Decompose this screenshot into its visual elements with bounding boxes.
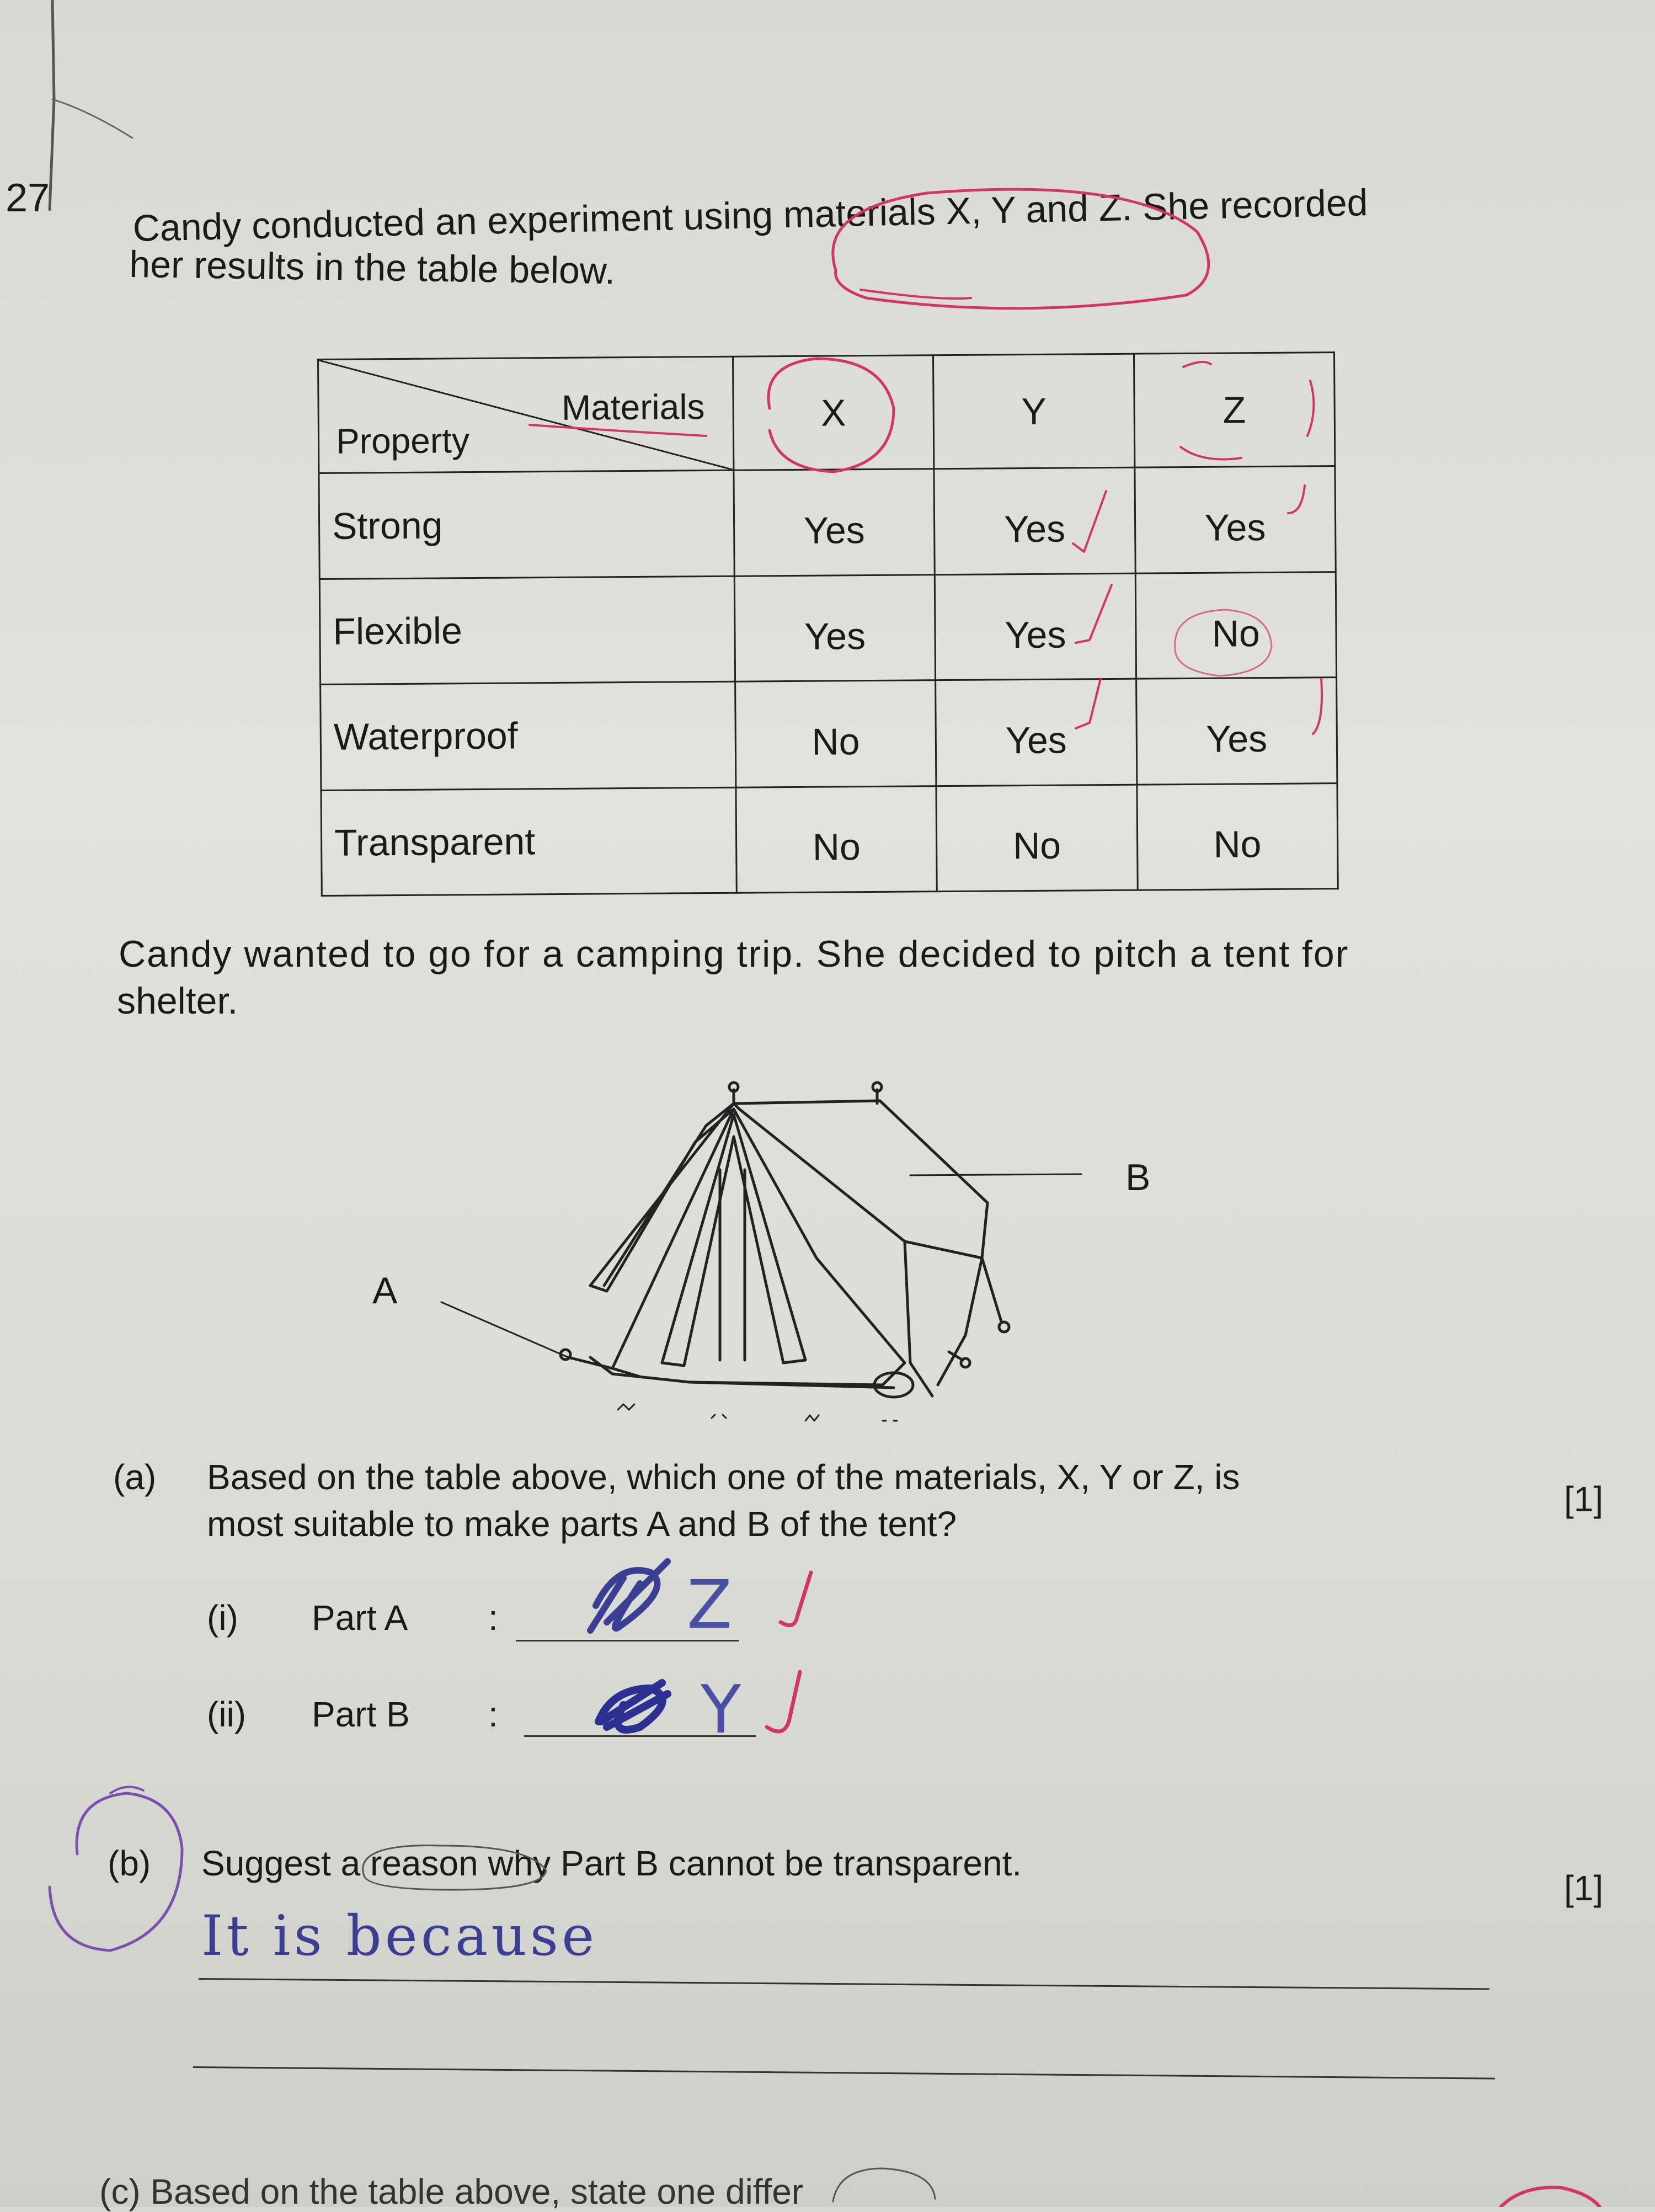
table-row: [321, 783, 1338, 896]
row-label: Transparent: [321, 787, 736, 896]
table-cell: Yes: [934, 468, 1135, 575]
tent-diagram: [353, 1076, 1181, 1440]
table-cell: Yes: [1135, 466, 1336, 573]
row-label: Flexible: [319, 576, 735, 685]
camping-text-line-1: Candy wanted to go for a camping trip. She decided to pitch a tent for: [119, 933, 1349, 975]
answer-part-b[interactable]: Y: [701, 1672, 741, 1749]
table-cell: Yes: [734, 575, 936, 682]
part-a-item-2-colon: :: [488, 1694, 498, 1734]
table-row: [319, 572, 1336, 684]
part-a-marks: [1]: [1564, 1479, 1604, 1519]
part-a-question-line-1: Based on the table above, which one of the materials, X, Y or Z, is: [207, 1457, 1240, 1497]
part-a-item-1-label: Part A: [312, 1598, 408, 1638]
row-label: Waterproof: [321, 681, 736, 790]
header-materials-label: Materials: [561, 387, 705, 428]
part-a-label: (a): [113, 1457, 157, 1497]
table-cell: Yes: [936, 679, 1137, 786]
table-cell: Yes: [935, 573, 1136, 680]
part-a-item-1-number: (i): [207, 1598, 238, 1638]
question-intro-line-2: her results in the table below.: [129, 243, 616, 292]
diagram-label-b: B: [1125, 1156, 1151, 1198]
part-a-item-1-colon: :: [488, 1598, 498, 1638]
column-header-x: X: [733, 355, 934, 471]
answer-line-2: [193, 2066, 1495, 2080]
table-header-row: [318, 353, 1335, 473]
camping-text-line-2: shelter.: [117, 980, 238, 1022]
table-cell: Yes: [734, 469, 935, 576]
table-cell: No: [936, 785, 1138, 892]
column-header-z: Z: [1134, 353, 1335, 468]
table-cell: No: [1137, 783, 1338, 890]
question-intro-line-1: Candy conducted an experiment using materials X, Y and Z. She recorded: [132, 182, 1369, 249]
header-property-label: Property: [335, 420, 470, 461]
table-cell: No: [1135, 572, 1337, 679]
part-c-question-partial: (c) Based on the table above, state one differ: [99, 2172, 804, 2211]
part-a-item-2-number: (ii): [207, 1694, 247, 1734]
table-cell: No: [735, 680, 937, 787]
question-number: 27: [6, 176, 50, 220]
table-cell: Yes: [1136, 678, 1337, 785]
table-cell: No: [736, 786, 937, 893]
table-corner-cell: [318, 356, 734, 473]
row-label: Strong: [319, 471, 734, 579]
part-a-item-2-label: Part B: [312, 1694, 410, 1734]
part-b-handwritten-answer[interactable]: It is because: [201, 1904, 598, 1968]
diagram-label-a: A: [372, 1270, 398, 1312]
answer-line-1: [199, 1978, 1490, 1990]
properties-table: [317, 351, 1339, 897]
table-row: [321, 678, 1337, 790]
table-row: [319, 466, 1336, 579]
part-b-label: (b): [108, 1843, 151, 1883]
part-b-marks: [1]: [1564, 1868, 1604, 1908]
part-a-question-line-2: most suitable to make parts A and B of the tent?: [207, 1504, 957, 1544]
column-header-y: Y: [933, 354, 1135, 469]
part-b-question: Suggest a reason why Part B cannot be transparent.: [201, 1843, 1022, 1883]
answer-part-a[interactable]: Z: [687, 1567, 733, 1644]
